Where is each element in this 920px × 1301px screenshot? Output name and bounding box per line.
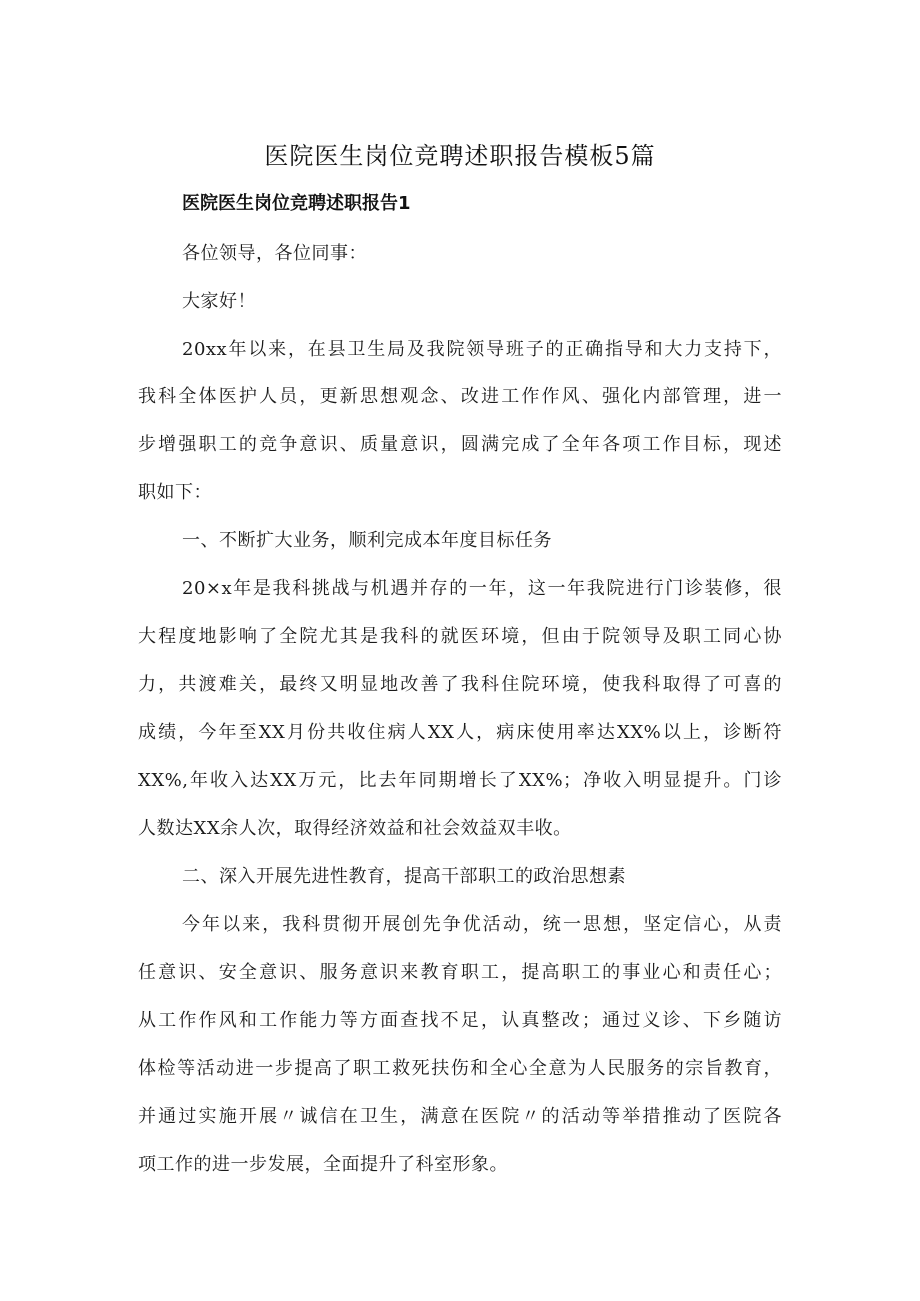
paragraph-line: 任意识、安全意识、服务意识来教育职工，提高职工的事业心和责任心； xyxy=(138,962,782,983)
paragraph-line: 我科全体医护人员，更新思想观念、改进工作作风、强化内部管理，进一 xyxy=(138,386,782,407)
paragraph-line: 职如下： xyxy=(138,482,212,503)
paragraph-line: 人数达XX余人次，取得经济效益和社会效益双丰收。 xyxy=(138,818,572,839)
paragraph-line: 项工作的进一步发展，全面提升了科室形象。 xyxy=(138,1154,508,1175)
paragraph-line: 20xx年以来，在县卫生局及我院领导班子的正确指导和大力支持下， xyxy=(182,339,782,360)
paragraph-line: 体检等活动进一步提高了职工救死扶伤和全心全意为人民服务的宗旨教育， xyxy=(138,1058,782,1079)
greeting-line: 各位领导，各位同事： xyxy=(182,243,367,264)
report-subtitle: 医院医生岗位竞聘述职报告1 xyxy=(182,193,411,214)
document-title: 医院医生岗位竞聘述职报告模板5篇 xyxy=(264,142,656,170)
section-heading: 一、不断扩大业务，顺利完成本年度目标任务 xyxy=(182,530,552,551)
hello-line: 大家好！ xyxy=(182,291,256,312)
section-heading: 二、深入开展先进性教育，提高干部职工的政治思想素 xyxy=(182,866,626,887)
paragraph-line: 大程度地影响了全院尤其是我科的就医环境，但由于院领导及职工同心协 xyxy=(138,626,782,647)
paragraph-line: 步增强职工的竞争意识、质量意识，圆满完成了全年各项工作目标，现述 xyxy=(138,434,782,455)
paragraph-line: 今年以来，我科贯彻开展创先争优活动，统一思想，坚定信心，从责 xyxy=(182,914,782,935)
paragraph-line: 20×x年是我科挑战与机遇并存的一年，这一年我院进行门诊装修，很 xyxy=(182,578,782,599)
paragraph-line: 力，共渡难关，最终又明显地改善了我科住院环境，使我科取得了可喜的 xyxy=(138,674,782,695)
paragraph-line: 成绩，今年至XX月份共收住病人XX人，病床使用率达XX%以上，诊断符 xyxy=(138,722,782,743)
paragraph-line: 并通过实施开展〃诚信在卫生，满意在医院〃的活动等举措推动了医院各 xyxy=(138,1106,782,1127)
paragraph-line: XX%,年收入达XX万元，比去年同期增长了XX%；净收入明显提升。门诊 xyxy=(138,770,782,791)
paragraph-line: 从工作作风和工作能力等方面查找不足，认真整改；通过义诊、下乡随访 xyxy=(138,1010,782,1031)
